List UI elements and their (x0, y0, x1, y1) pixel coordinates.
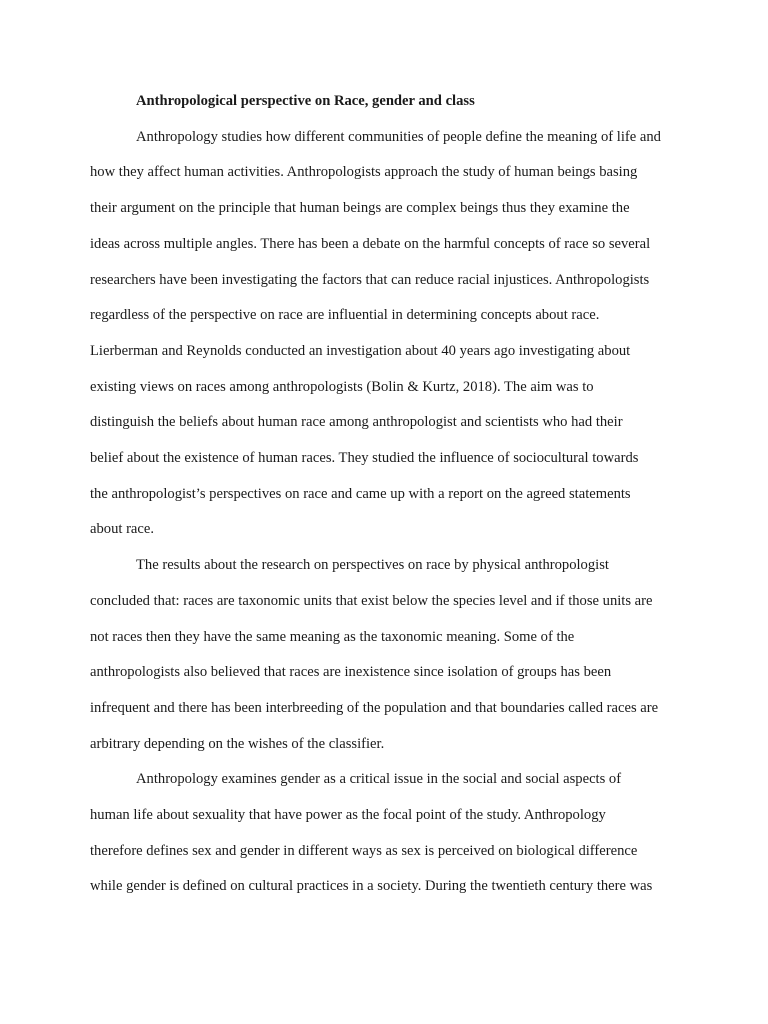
text-line: their argument on the principle that human beings are complex beings thus they examine the (90, 200, 630, 217)
paragraph-1 (90, 120, 682, 548)
document-body (90, 84, 682, 905)
text-line: anthropologists also believed that races are inexistence since isolation of groups has been (90, 664, 612, 681)
text-line: existing views on races among anthropologists (Bolin & Kurtz, 2018). The aim was to (90, 378, 594, 395)
text-line: The results about the research on perspectives on race by physical anthropologist (136, 557, 609, 574)
text-line: Anthropology examines gender as a critical issue in the social and social aspects of (136, 771, 622, 788)
text-line: infrequent and there has been interbreeding of the population and that boundaries called races are (90, 699, 659, 716)
text-line: belief about the existence of human races. They studied the influence of sociocultural towards (90, 450, 639, 467)
text-line: ideas across multiple angles. There has been a debate on the harmful concepts of race so several (90, 235, 651, 252)
paragraph-2 (90, 548, 682, 762)
text-line: about race. (90, 521, 155, 538)
text-line: therefore defines sex and gender in different ways as sex is perceived on biological difference (90, 842, 638, 859)
text-line: Lierberman and Reynolds conducted an investigation about 40 years ago investigating about (90, 342, 631, 359)
text-line: concluded that: races are taxonomic units that exist below the species level and if those units are (90, 592, 653, 609)
text-line: arbitrary depending on the wishes of the classifier. (90, 735, 385, 752)
text-line: while gender is defined on cultural practices in a society. During the twentieth century there was (90, 878, 653, 895)
text-line: human life about sexuality that have power as the focal point of the study. Anthropology (90, 807, 606, 824)
text-line: Anthropology studies how different communities of people define the meaning of life and (136, 128, 661, 145)
text-line: researchers have been investigating the factors that can reduce racial injustices. Anthropologists (90, 271, 650, 288)
text-line: how they affect human activities. Anthropologists approach the study of human beings basing (90, 164, 638, 181)
text-line: not races then they have the same meaning as the taxonomic meaning. Some of the (90, 628, 575, 645)
paragraph-3 (90, 762, 682, 905)
text-line: distinguish the beliefs about human race among anthropologist and scientists who had their (90, 414, 623, 431)
text-line: the anthropologist’s perspectives on race and came up with a report on the agreed statements (90, 485, 631, 502)
document-title: Anthropological perspective on Race, gender and class (136, 93, 475, 109)
text-line: regardless of the perspective on race are influential in determining concepts about race. (90, 307, 600, 324)
